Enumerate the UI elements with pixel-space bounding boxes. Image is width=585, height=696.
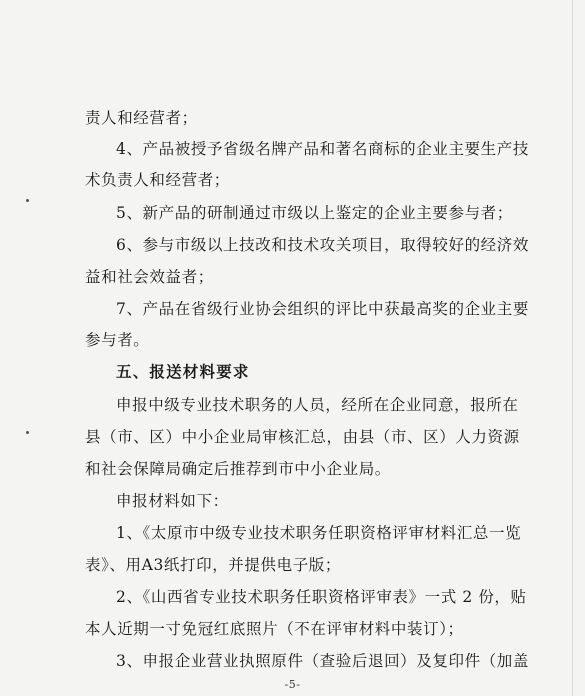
list-item-line: 3、申报企业营业执照原件（查验后退回）及复印件（加盖 [116, 652, 529, 670]
paragraph-line: 益和社会效益者； [85, 268, 214, 286]
list-item-line: 7、产品在省级行业协会组织的评比中获最高奖的企业主要 [116, 300, 529, 318]
scan-speck [26, 199, 29, 202]
paragraph-line: 申报材料如下： [116, 492, 229, 510]
paragraph-line: 县（市、区）中小企业局审核汇总，由县（市、区）人力资源 [85, 428, 520, 446]
page-number: -5- [284, 678, 301, 691]
paragraph-line: 术负责人和经营者； [85, 171, 230, 189]
paragraph-line: 和社会保障局确定后推荐到市中小企业局。 [85, 460, 391, 478]
paragraph-line: 参与者。 [85, 331, 150, 349]
list-item-line: 1、《太原市中级专业技术职务任职资格评审材料汇总一览 [116, 524, 522, 542]
paragraph-line: 本人近期一寸免冠红底照片（不在评审材料中装订）； [85, 620, 464, 638]
paragraph-line: 责人和经营者； [85, 109, 198, 127]
list-item-line: 6、参与市级以上技改和技术攻关项目，取得较好的经济效 [116, 236, 529, 254]
list-item-line: 2、《山西省专业技术职务任职资格评审表》一式 2 份，贴 [116, 588, 527, 606]
paragraph-line: 申报中级专业技术职务的人员，经所在企业同意，报所在 [116, 396, 519, 414]
list-item-line: 4、产品被授予省级名牌产品和著名商标的企业主要生产技 [116, 140, 529, 158]
paragraph-line: 表》、用A3纸打印，并提供电子版； [85, 556, 342, 574]
section-heading: 五、报送材料要求 [116, 363, 250, 381]
list-item-line: 5、新产品的研制通过市级以上鉴定的企业主要参与者； [116, 204, 513, 222]
